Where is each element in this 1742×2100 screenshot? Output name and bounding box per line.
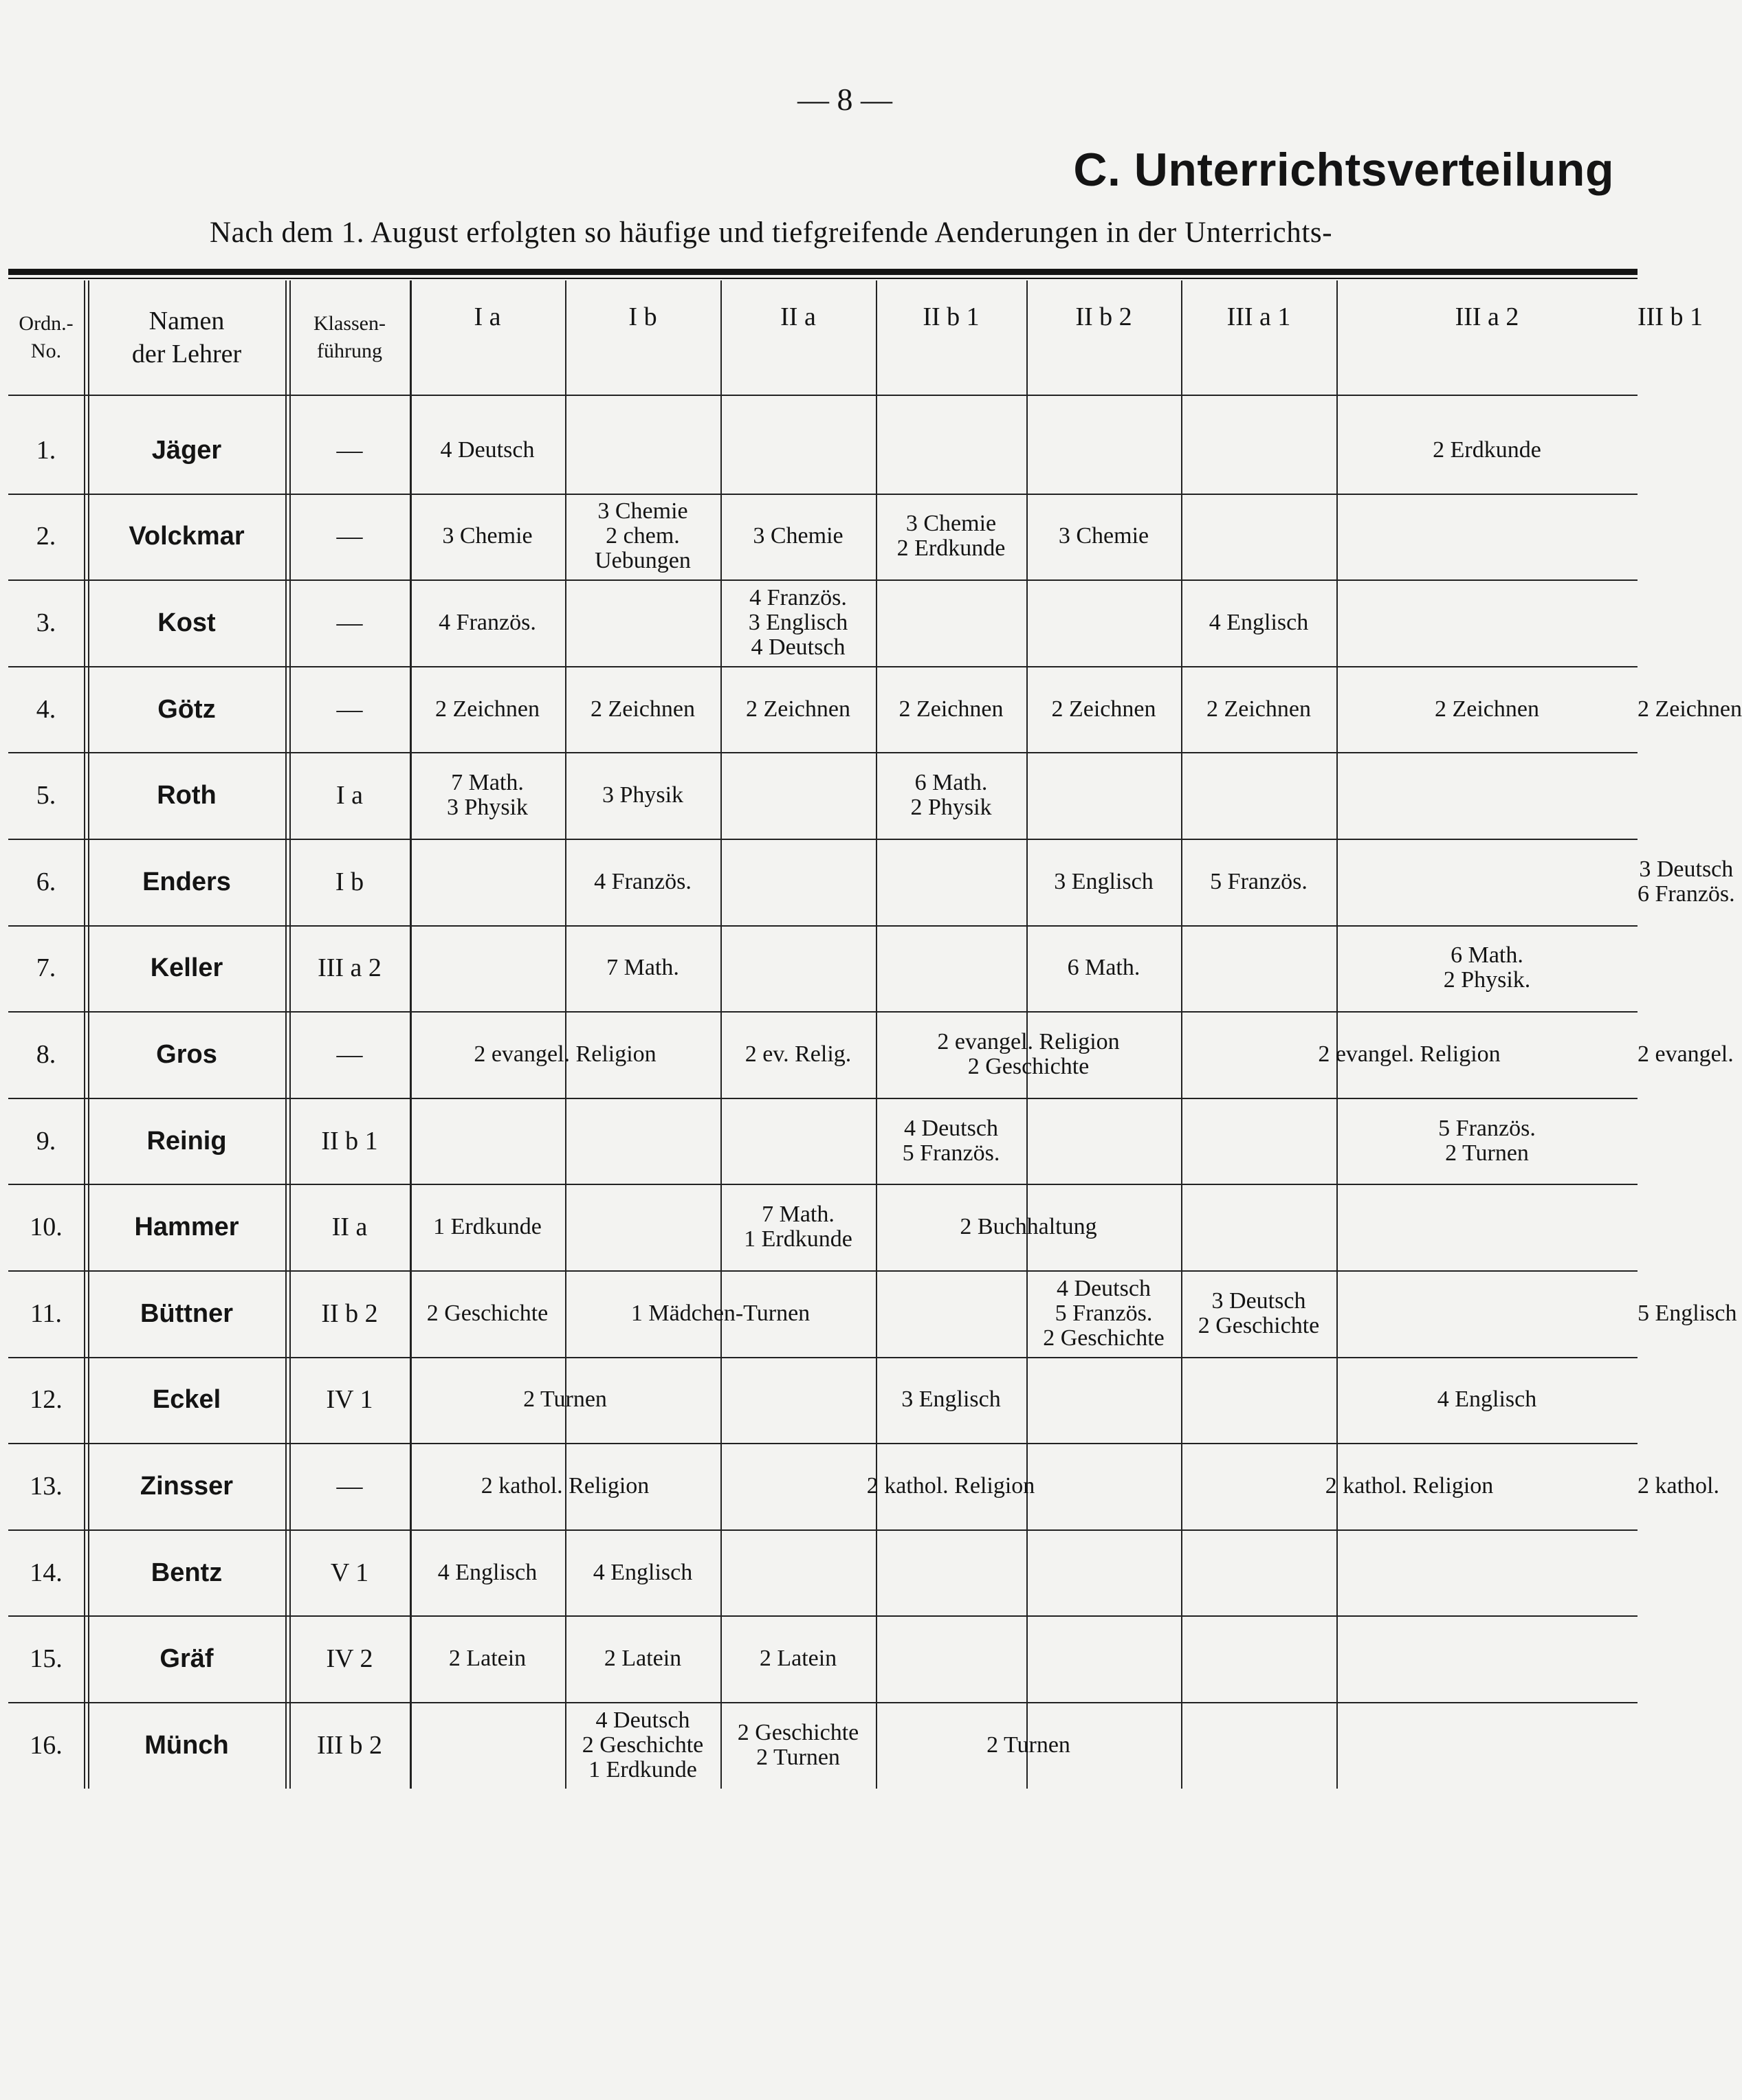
- cell-line: II b 2: [1075, 302, 1132, 331]
- cell-line: 3 Chemie: [753, 523, 844, 549]
- row-number: [8, 1443, 84, 1529]
- lesson-entry: [565, 494, 720, 580]
- cell-line: 2 kathol. Religion: [1325, 1472, 1494, 1499]
- lesson-entry: [876, 1702, 1181, 1789]
- cell-line: 3 Englisch: [1054, 868, 1154, 894]
- lesson-entry: [876, 666, 1026, 753]
- lesson-entry: [1026, 1270, 1181, 1357]
- cell-line: 3 Chemie: [905, 511, 997, 537]
- cell-line: 3 Chemie: [442, 523, 533, 549]
- header-class-3: [876, 280, 1026, 353]
- lesson-entry: [1638, 1011, 1734, 1098]
- lesson-entry: [1026, 839, 1181, 925]
- cell-line: 5 Französ.: [902, 1140, 1000, 1166]
- teacher-name: [88, 925, 285, 1012]
- row-number: [8, 925, 84, 1012]
- cell-line: Bentz: [151, 1558, 223, 1587]
- lesson-entry: [1336, 925, 1638, 1012]
- cell-line: Ordn.-: [19, 312, 74, 335]
- cell-line: 2 Zeichnen: [1206, 696, 1311, 722]
- lesson-entry: [565, 839, 720, 925]
- lesson-entry: [720, 1702, 876, 1789]
- cell-line: II b 2: [321, 1298, 378, 1328]
- cell-line: —: [336, 522, 363, 551]
- cell-line: IV 1: [326, 1385, 373, 1415]
- cell-line: 2.: [36, 522, 56, 551]
- cell-line: I b: [628, 302, 657, 331]
- page-number: — 8 —: [797, 82, 892, 117]
- lesson-entry: [1026, 925, 1181, 1012]
- lesson-entry: [876, 1184, 1181, 1270]
- cell-line: 5 Französ.: [1210, 868, 1308, 894]
- cell-line: 4 Englisch: [593, 1559, 693, 1585]
- lesson-entry: [410, 1357, 720, 1444]
- cell-line: Eckel: [152, 1385, 221, 1415]
- cell-line: Namen: [148, 307, 225, 335]
- cell-line: —: [336, 1471, 363, 1501]
- teacher-name: [88, 1098, 285, 1184]
- cell-line: 3 Chemie: [597, 498, 688, 524]
- row-number: [8, 752, 84, 839]
- cell-line: 2 Geschichte: [737, 1719, 859, 1745]
- class-leadership: [289, 494, 410, 580]
- cell-line: 2 Zeichnen: [1051, 696, 1156, 722]
- lesson-entry: [410, 407, 565, 494]
- cell-line: No.: [30, 340, 62, 362]
- lesson-entry: [410, 1529, 565, 1616]
- class-leadership: [289, 1011, 410, 1098]
- lesson-entry: [876, 1357, 1026, 1444]
- teacher-name: [88, 407, 285, 494]
- cell-line: Hammer: [134, 1213, 239, 1242]
- cell-line: 5 Französ.: [1055, 1300, 1153, 1326]
- cell-line: II a: [780, 302, 816, 331]
- lesson-entry: [720, 1615, 876, 1702]
- cell-line: 1 Erdkunde: [433, 1214, 542, 1240]
- lesson-entry: [1336, 1357, 1638, 1444]
- cell-line: 3 Physik: [602, 782, 684, 808]
- lesson-entry: [410, 1184, 565, 1270]
- cell-line: 2 Geschichte: [1198, 1312, 1320, 1338]
- lesson-entry: [410, 1443, 720, 1529]
- row-number: [8, 1615, 84, 1702]
- cell-line: 14.: [30, 1558, 63, 1587]
- cell-line: 1 Erdkunde: [588, 1756, 697, 1782]
- cell-line: Gros: [156, 1039, 217, 1069]
- teacher-name: [88, 1357, 285, 1444]
- class-leadership: [289, 1529, 410, 1616]
- header-class-6: [1336, 280, 1638, 353]
- cell-line: II b 1: [321, 1126, 378, 1156]
- header-klassen: [289, 280, 410, 395]
- cell-line: 6 Math.: [1451, 942, 1523, 969]
- cell-line: 2 Turnen: [756, 1744, 840, 1770]
- cell-line: 2 kathol. Religion: [866, 1472, 1035, 1499]
- cell-line: 4 Deutsch: [751, 634, 846, 660]
- cell-line: III a 2: [318, 953, 382, 983]
- lesson-entry: [410, 1011, 720, 1098]
- row-number: [8, 1011, 84, 1098]
- class-leadership: [289, 407, 410, 494]
- lesson-entry: [720, 1011, 876, 1098]
- cell-line: 6 Math.: [1067, 955, 1140, 981]
- teacher-name: [88, 839, 285, 925]
- header-class-2: [720, 280, 876, 353]
- cell-line: 3 Englisch: [901, 1386, 1001, 1413]
- lesson-entry: [565, 666, 720, 753]
- cell-line: 16.: [30, 1730, 63, 1760]
- cell-line: 2 Physik.: [1443, 967, 1531, 993]
- cell-line: 2 evangel. Religion: [474, 1041, 657, 1067]
- cell-line: III b 2: [317, 1730, 382, 1760]
- cell-line: 2 evangel. Religion: [1318, 1041, 1501, 1067]
- cell-line: 2 Turnen: [1445, 1140, 1529, 1166]
- row-number: [8, 666, 84, 753]
- cell-line: Kost: [157, 608, 216, 637]
- lesson-entry: [410, 752, 565, 839]
- lesson-entry: [1181, 839, 1336, 925]
- teacher-name: [88, 579, 285, 666]
- cell-line: —: [336, 694, 363, 724]
- header-class-0: [410, 280, 565, 353]
- cell-line: 6.: [36, 867, 56, 896]
- lesson-entry: [410, 1270, 565, 1357]
- class-leadership: [289, 1184, 410, 1270]
- cell-line: 2 Zeichnen: [591, 696, 695, 722]
- cell-line: 1 Erdkunde: [744, 1226, 852, 1252]
- cell-line: 3 Englisch: [748, 609, 848, 635]
- lesson-entry: [410, 666, 565, 753]
- cell-line: 3 Deutsch: [1211, 1287, 1306, 1314]
- class-leadership: [289, 1443, 410, 1529]
- cell-line: Jäger: [151, 435, 222, 465]
- cell-line: 2 Physik: [910, 795, 992, 821]
- cell-line: 4 Englisch: [1437, 1386, 1537, 1413]
- cell-line: 6 Math.: [914, 770, 988, 796]
- lesson-entry: [1638, 1270, 1737, 1357]
- cell-line: V 1: [330, 1558, 369, 1587]
- cell-line: 15.: [30, 1644, 63, 1674]
- header-rule: [8, 395, 1638, 396]
- cell-line: III a 1: [1226, 302, 1291, 331]
- cell-line: 2 Erdkunde: [1433, 436, 1541, 463]
- row-number: [8, 1529, 84, 1616]
- cell-line: 2 evangel.: [1638, 1041, 1734, 1067]
- cell-line: Klassen-: [313, 312, 386, 335]
- class-leadership: [289, 752, 410, 839]
- header-namen: [88, 280, 285, 395]
- cell-line: 6 Französ.: [1638, 881, 1735, 907]
- class-leadership: [289, 1270, 410, 1357]
- cell-line: 7 Math.: [451, 770, 524, 796]
- row-number: [8, 494, 84, 580]
- cell-line: 9.: [36, 1126, 56, 1156]
- cell-line: 7.: [36, 953, 56, 983]
- row-number: [8, 1357, 84, 1444]
- row-number: [8, 1702, 84, 1789]
- row-number: [8, 407, 84, 494]
- cell-line: 2 Turnen: [986, 1732, 1070, 1758]
- cell-line: Volckmar: [129, 522, 245, 551]
- lesson-entry: [876, 494, 1026, 580]
- lesson-entry: [410, 494, 565, 580]
- cell-line: 2 Latein: [448, 1646, 527, 1672]
- col-rule: [84, 280, 85, 1789]
- row-number: [8, 1270, 84, 1357]
- cell-line: —: [336, 1039, 363, 1069]
- cell-line: Münch: [144, 1730, 229, 1760]
- lesson-entry: [1638, 839, 1735, 925]
- cell-line: I b: [335, 867, 364, 896]
- cell-line: 2 Zeichnen: [898, 696, 1004, 722]
- cell-line: Götz: [157, 694, 216, 724]
- cell-line: 2 Erdkunde: [896, 535, 1006, 562]
- cell-line: 10.: [30, 1213, 63, 1242]
- cell-line: 5 Englisch: [1638, 1300, 1737, 1326]
- cell-line: Reinig: [146, 1126, 227, 1156]
- cell-line: 1.: [36, 435, 56, 465]
- cell-line: 2 Zeichnen: [1638, 696, 1742, 722]
- lesson-entry: [1026, 666, 1181, 753]
- lesson-entry: [876, 1098, 1026, 1184]
- cell-line: Gräf: [159, 1644, 214, 1674]
- cell-line: III b 1: [1638, 302, 1703, 331]
- cell-line: 2 Geschichte: [1043, 1325, 1165, 1351]
- cell-line: II a: [331, 1213, 368, 1242]
- cell-line: Uebungen: [595, 548, 691, 574]
- header-class-4: [1026, 280, 1181, 353]
- cell-line: 4 Deutsch: [1057, 1275, 1151, 1301]
- cell-line: Zinsser: [140, 1471, 234, 1501]
- cell-line: 13.: [30, 1471, 63, 1501]
- cell-line: 4 Englisch: [1209, 609, 1309, 635]
- lesson-entry: [1638, 666, 1742, 753]
- lesson-entry: [1181, 579, 1336, 666]
- cell-line: 2 chem.: [606, 523, 680, 549]
- class-leadership: [289, 1357, 410, 1444]
- header-class-1: [565, 280, 720, 353]
- header-ordn: [8, 280, 84, 395]
- cell-line: 1 Mädchen-Turnen: [630, 1300, 811, 1326]
- lesson-entry: [1181, 1270, 1336, 1357]
- row-number: [8, 1098, 84, 1184]
- class-leadership: [289, 1702, 410, 1789]
- cell-line: 4 Französ.: [594, 868, 692, 894]
- lesson-entry: [410, 579, 565, 666]
- lesson-entry: [720, 579, 876, 666]
- cell-line: 3 Deutsch: [1639, 856, 1734, 882]
- lesson-entry: [1026, 494, 1181, 580]
- cell-line: 4 Französ.: [749, 584, 847, 610]
- cell-line: 2 ev. Relig.: [745, 1041, 852, 1067]
- lesson-entry: [876, 1011, 1181, 1098]
- teacher-name: [88, 1011, 285, 1098]
- lesson-entry: [1181, 1011, 1638, 1098]
- cell-line: 2 Latein: [604, 1646, 682, 1672]
- cell-line: 3.: [36, 608, 56, 637]
- cell-line: Keller: [150, 953, 223, 983]
- col-rule: [285, 280, 287, 1789]
- lesson-entry: [410, 1615, 565, 1702]
- teacher-name: [88, 494, 285, 580]
- class-leadership: [289, 925, 410, 1012]
- cell-line: Roth: [157, 781, 217, 810]
- header-class-7: [1638, 280, 1703, 353]
- teacher-name: [88, 1443, 285, 1529]
- lesson-entry: [565, 752, 720, 839]
- cell-line: 2 Zeichnen: [435, 696, 540, 722]
- section-heading: C. Unterrichtsverteilung: [1073, 144, 1614, 196]
- cell-line: 2 Zeichnen: [746, 696, 850, 722]
- cell-line: Enders: [142, 867, 231, 896]
- cell-line: 3 Physik: [446, 795, 529, 821]
- cell-line: 4 Deutsch: [595, 1707, 690, 1733]
- lesson-entry: [565, 1270, 876, 1357]
- class-leadership: [289, 1098, 410, 1184]
- cell-line: 2 Geschichte: [582, 1732, 704, 1758]
- cell-line: 2 Zeichnen: [1435, 696, 1539, 722]
- class-leadership: [289, 839, 410, 925]
- cell-line: 2 kathol. Religion: [481, 1472, 650, 1499]
- teacher-name: [88, 752, 285, 839]
- cell-line: IV 2: [326, 1644, 373, 1674]
- cell-line: —: [336, 608, 363, 637]
- lesson-entry: [1638, 1443, 1719, 1529]
- cell-line: 7 Math.: [606, 955, 679, 981]
- teacher-name: [88, 1184, 285, 1270]
- cell-line: 5 Französ.: [1438, 1115, 1536, 1141]
- lesson-entry: [565, 1529, 720, 1616]
- header-class-5: [1181, 280, 1336, 353]
- cell-line: 2 Turnen: [523, 1386, 607, 1413]
- cell-line: 4 Französ.: [439, 609, 536, 635]
- lesson-entry: [720, 1184, 876, 1270]
- lesson-entry: [720, 666, 876, 753]
- cell-line: 2 Geschichte: [426, 1300, 549, 1326]
- lesson-entry: [1336, 1098, 1638, 1184]
- lesson-entry: [1336, 666, 1638, 753]
- cell-line: 2 Buchhaltung: [960, 1214, 1097, 1240]
- class-leadership: [289, 579, 410, 666]
- cell-line: 12.: [30, 1385, 63, 1415]
- lesson-entry: [876, 752, 1026, 839]
- cell-line: 7 Math.: [762, 1202, 835, 1228]
- cell-line: führung: [317, 340, 382, 362]
- cell-line: 11.: [30, 1298, 63, 1328]
- row-number: [8, 1184, 84, 1270]
- lesson-entry: [720, 1443, 1181, 1529]
- lesson-entry: [1181, 666, 1336, 753]
- cell-line: 3 Chemie: [1058, 523, 1149, 549]
- cell-line: 2 evangel. Religion: [937, 1028, 1120, 1054]
- teacher-name: [88, 1270, 285, 1357]
- cell-line: 2 kathol.: [1638, 1472, 1719, 1499]
- lesson-entry: [565, 925, 720, 1012]
- lesson-entry: [1181, 1443, 1638, 1529]
- cell-line: 8.: [36, 1039, 56, 1069]
- cell-line: II b 1: [923, 302, 980, 331]
- cell-line: I a: [335, 781, 364, 810]
- cell-line: 4.: [36, 694, 56, 724]
- class-leadership: [289, 1615, 410, 1702]
- cell-line: Büttner: [140, 1298, 234, 1328]
- teacher-name: [88, 1615, 285, 1702]
- intro-text: Nach dem 1. August erfolgten so häufige und tiefgreifende Aenderungen in der Unterrichts-: [210, 217, 1333, 249]
- lesson-entry: [720, 494, 876, 580]
- lesson-entry: [1336, 407, 1638, 494]
- cell-line: 2 Latein: [759, 1646, 837, 1672]
- row-number: [8, 839, 84, 925]
- lesson-entry: [565, 1702, 720, 1789]
- cell-line: 4 Deutsch: [440, 436, 535, 463]
- cell-line: 4 Englisch: [437, 1559, 538, 1585]
- cell-line: der Lehrer: [131, 340, 242, 368]
- cell-line: I a: [474, 302, 501, 331]
- cell-line: 2 Geschichte: [967, 1053, 1090, 1079]
- teacher-name: [88, 666, 285, 753]
- cell-line: 4 Deutsch: [904, 1115, 998, 1141]
- cell-line: —: [336, 435, 363, 465]
- lesson-entry: [565, 1615, 720, 1702]
- class-leadership: [289, 666, 410, 753]
- row-number: [8, 579, 84, 666]
- teacher-name: [88, 1529, 285, 1616]
- cell-line: III a 2: [1455, 302, 1519, 331]
- teacher-name: [88, 1702, 285, 1789]
- cell-line: 5.: [36, 781, 56, 810]
